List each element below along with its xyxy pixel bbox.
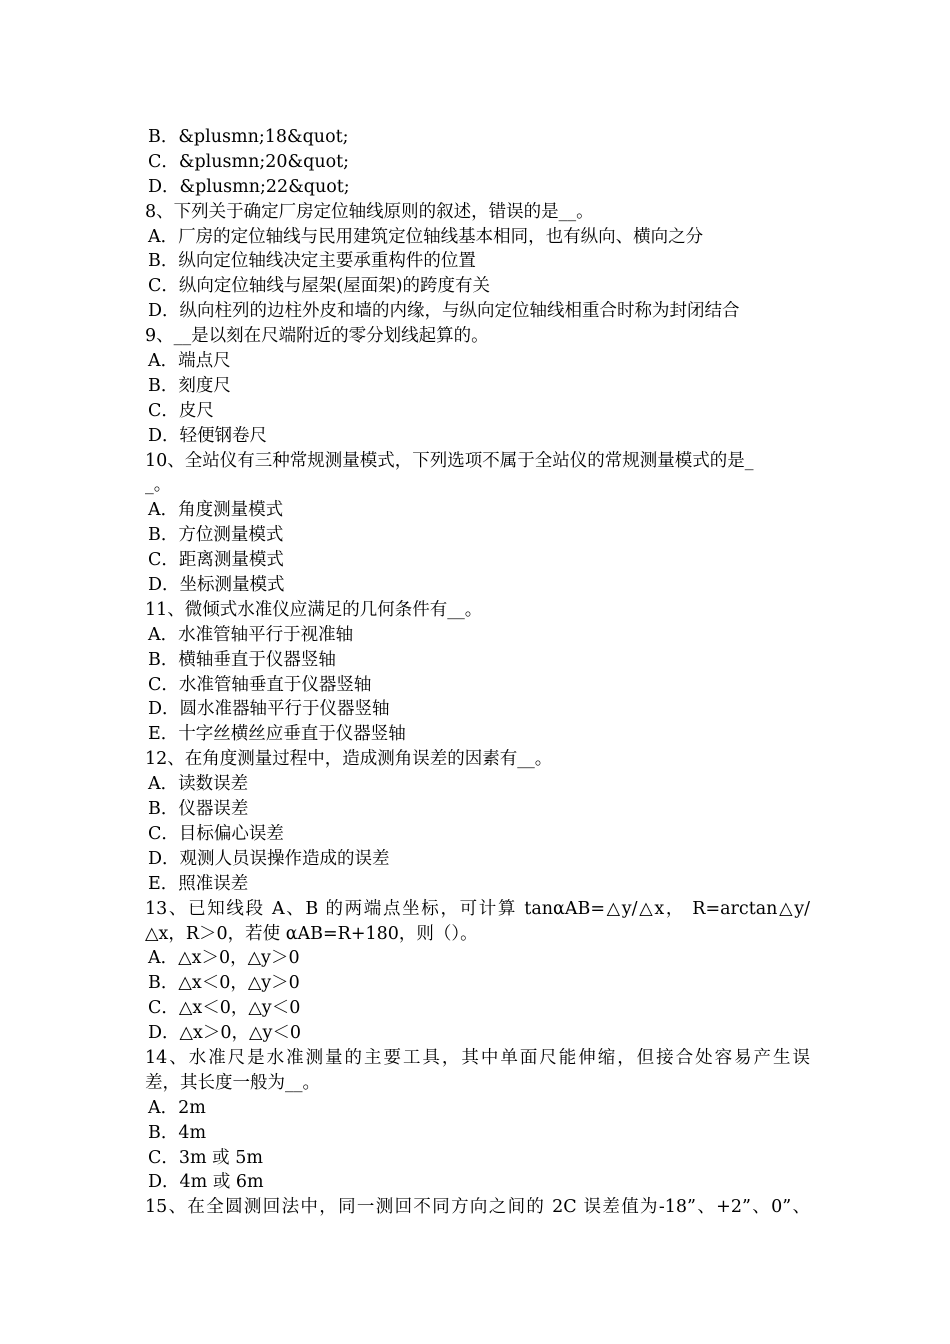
- question-8: 8、下列关于确定厂房定位轴线原则的叙述，错误的是__。: [145, 201, 594, 222]
- option-line: A．厂房的定位轴线与民用建筑定位轴线基本相同，也有纵向、横向之分: [148, 226, 704, 247]
- option-line: E．照准误差: [148, 873, 249, 894]
- question-9: 9、__是以刻在尺端附近的零分划线起算的。: [145, 326, 489, 347]
- option-line: A．端点尺: [148, 351, 231, 372]
- question-14: 14、水准尺是水准测量的主要工具，其中单面尺能伸缩，但接合处容易产生误: [145, 1047, 810, 1068]
- option-line: D．纵向柱列的边柱外皮和墙的内缘，与纵向定位轴线相重合时称为封闭结合: [148, 301, 740, 322]
- option-line: B．△x＜0，△y＞0: [148, 973, 300, 994]
- option-line: D．&plusmn;22&quot;: [148, 176, 350, 197]
- option-line: A．角度测量模式: [148, 500, 284, 521]
- question-12: 12、在角度测量过程中，造成测角误差的因素有__。: [145, 749, 553, 770]
- option-line: A．读数误差: [148, 774, 249, 795]
- option-line: E．十字丝横丝应垂直于仪器竖轴: [148, 724, 406, 745]
- option-line: C．皮尺: [148, 400, 214, 421]
- question-10-cont: _。: [145, 475, 172, 496]
- question-15: 15、在全圆测回法中，同一测回不同方向之间的 2C 误差值为-18”、+2”、0”、: [145, 1197, 810, 1218]
- question-list: [145, 125, 810, 1220]
- option-line: B．&plusmn;18&quot;: [148, 127, 349, 147]
- option-line: B．仪器误差: [148, 799, 249, 820]
- question-13: 13、已知线段 A、B 的两端点坐标，可计算 tanαAB=△y/△x， R=arctan△y/: [145, 898, 810, 919]
- option-line: B．方位测量模式: [148, 525, 284, 546]
- option-line: B．4m: [148, 1122, 207, 1143]
- option-line: D．△x＞0，△y＜0: [148, 1023, 301, 1044]
- option-line: C．目标偏心误差: [148, 823, 284, 844]
- option-line: C．距离测量模式: [148, 550, 284, 571]
- option-line: D．观测人员误操作造成的误差: [148, 848, 390, 869]
- option-line: A．水准管轴平行于视准轴: [148, 624, 354, 645]
- option-line: B．横轴垂直于仪器竖轴: [148, 649, 336, 670]
- question-13-cont: △x，R＞0，若使 αAB=R+180，则（）。: [145, 923, 478, 944]
- option-line: D．坐标测量模式: [148, 575, 285, 596]
- option-line: C．水准管轴垂直于仪器竖轴: [148, 674, 372, 695]
- option-line: C．&plusmn;20&quot;: [148, 151, 350, 172]
- question-11: 11、微倾式水准仪应满足的几何条件有__。: [145, 599, 483, 620]
- option-line: C．纵向定位轴线与屋架(屋面架)的跨度有关: [148, 276, 491, 297]
- question-14-cont: 差，其长度一般为__。: [145, 1072, 320, 1093]
- question-10: 10、全站仪有三种常规测量模式，下列选项不属于全站仪的常规测量模式的是_: [145, 450, 754, 471]
- option-line: B．纵向定位轴线决定主要承重构件的位置: [148, 251, 476, 272]
- option-line: D．轻便钢卷尺: [148, 425, 268, 446]
- option-line: B．刻度尺: [148, 375, 231, 396]
- option-line: A．2m: [148, 1097, 206, 1118]
- option-line: C．△x＜0，△y＜0: [148, 998, 301, 1019]
- option-line: D．4m 或 6m: [148, 1172, 264, 1193]
- option-line: A．△x＞0，△y＞0: [148, 948, 300, 969]
- option-line: C．3m 或 5m: [148, 1147, 263, 1168]
- option-line: D．圆水准器轴平行于仪器竖轴: [148, 699, 390, 720]
